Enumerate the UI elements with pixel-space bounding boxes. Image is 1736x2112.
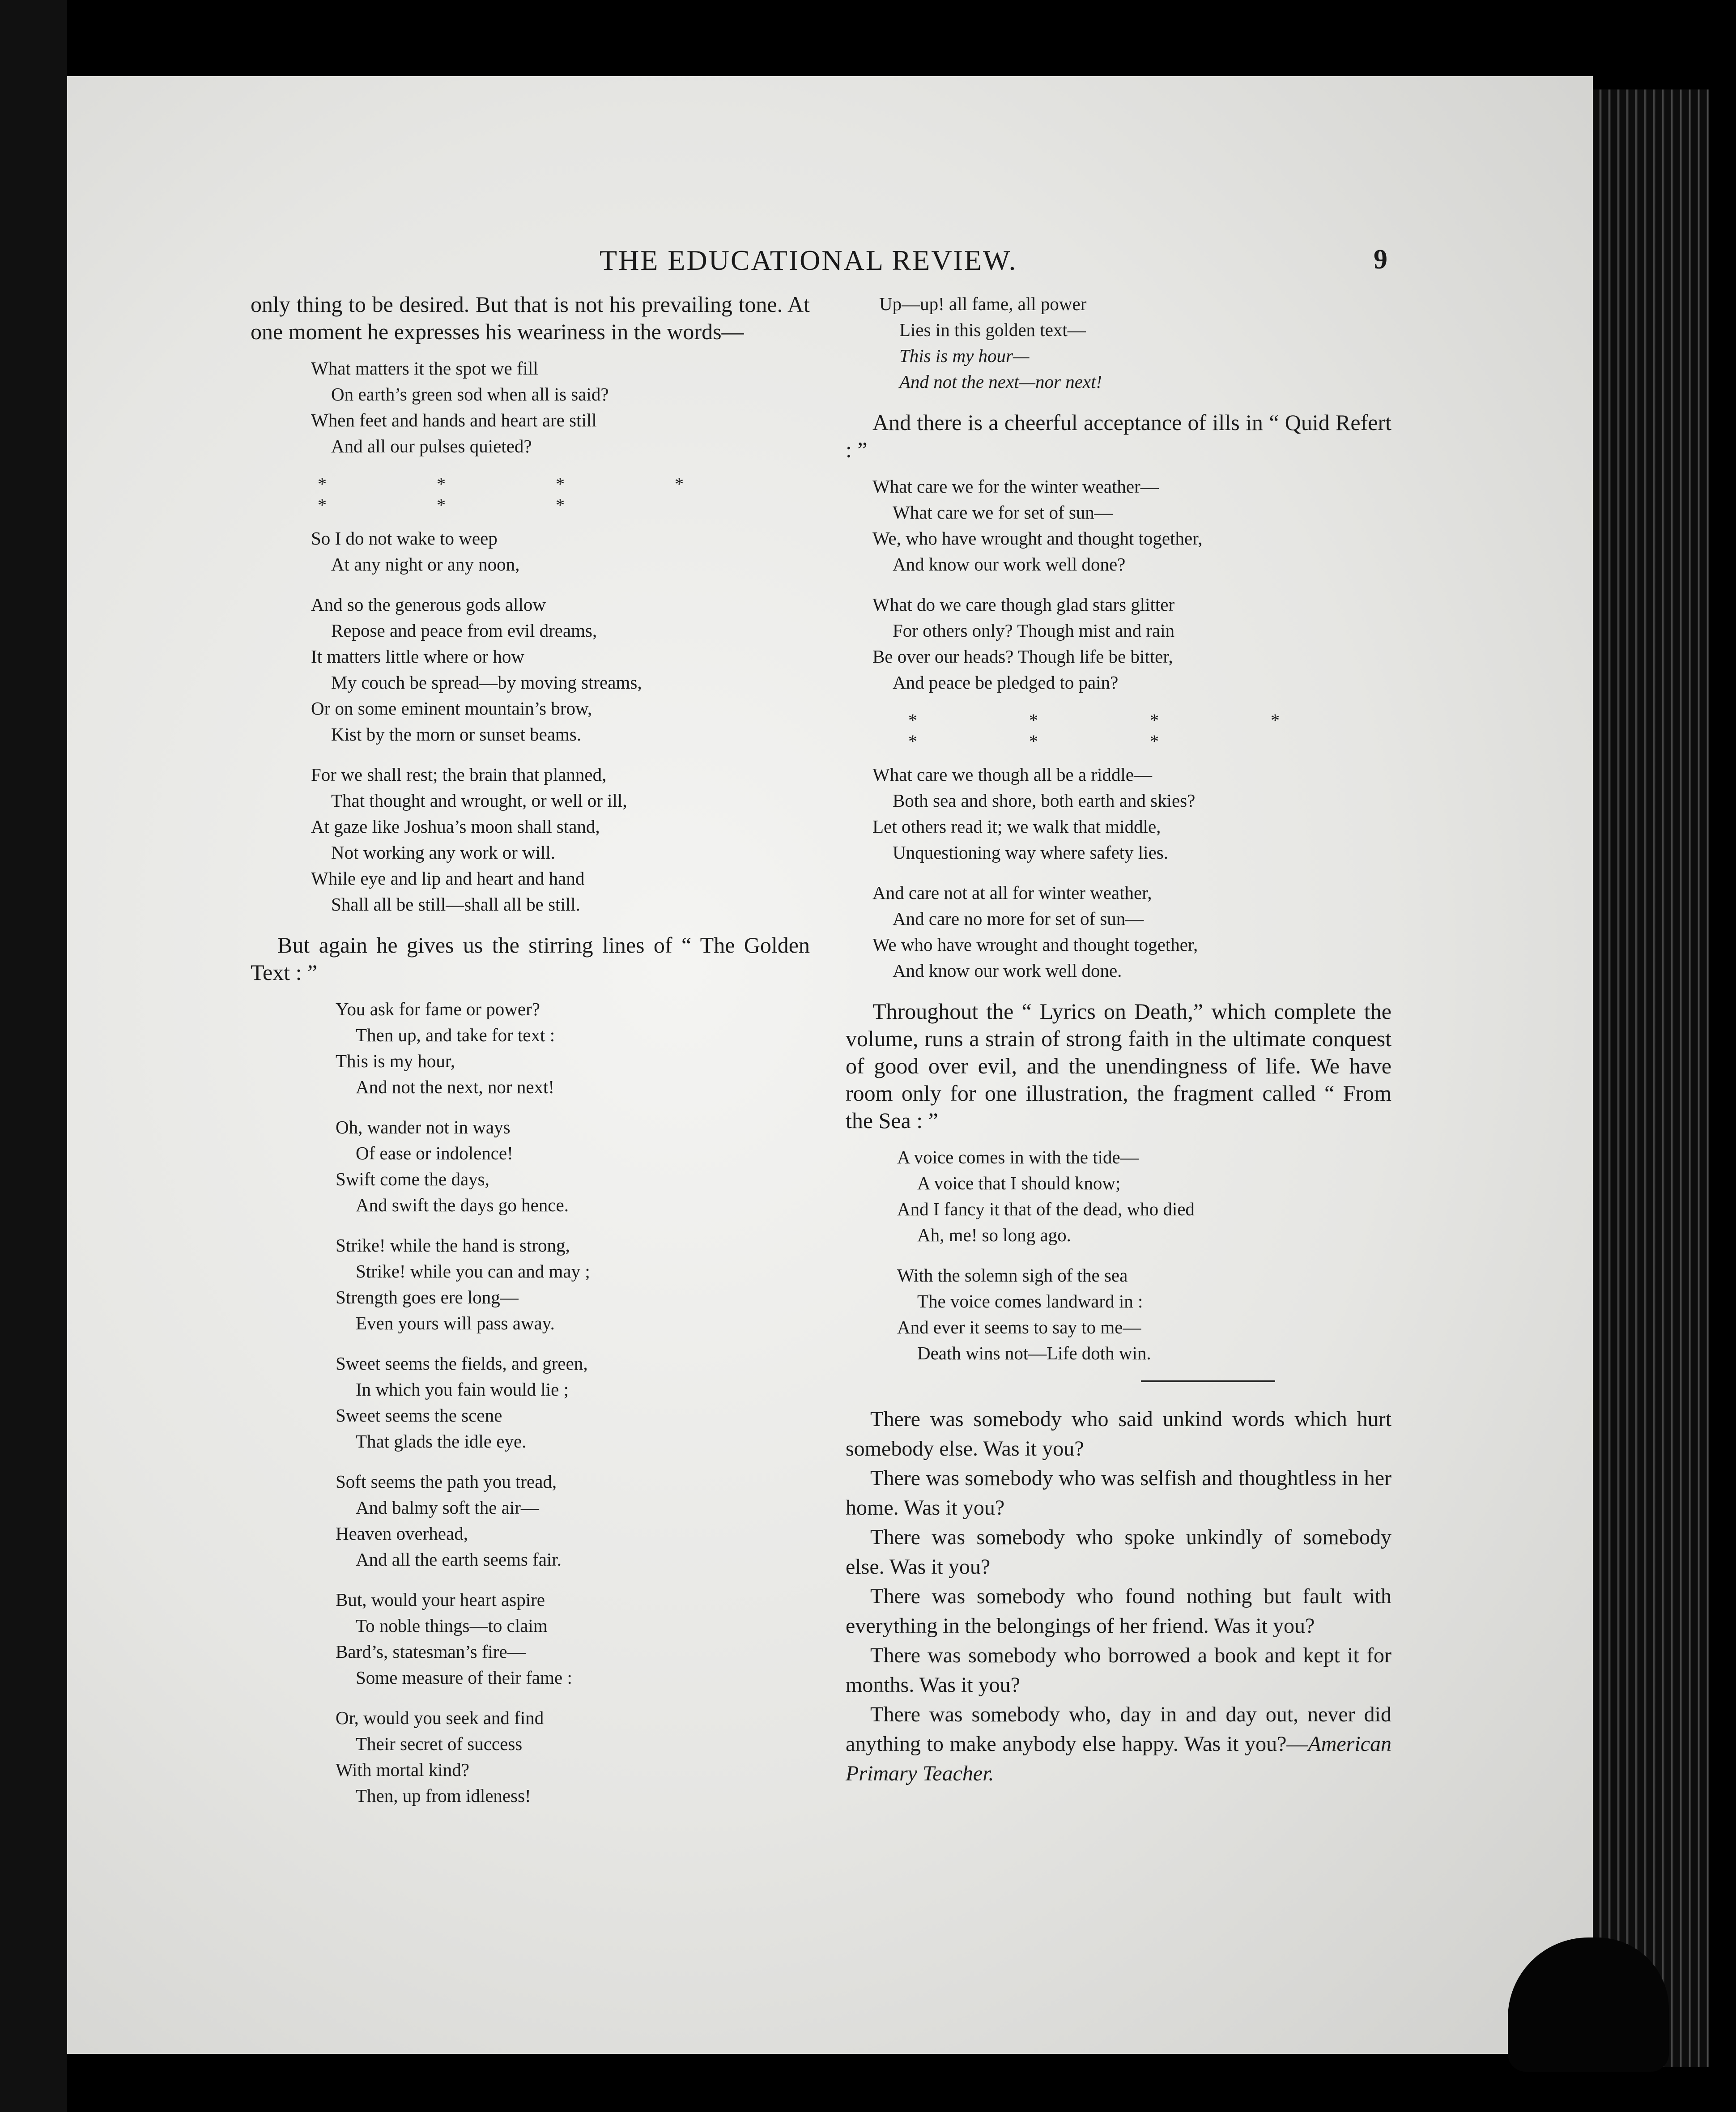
poem-line: The voice comes landward in : [917,1291,1143,1311]
poem-line: What care we for set of sun— [893,502,1113,523]
poem-stanza [846,592,1391,695]
poem-line: Death wins not—Life doth win. [917,1343,1151,1363]
poem-line: Up—up! all fame, all power [879,294,1087,314]
poem-line: Or, would you seek and find [336,1707,544,1728]
poem-line: It matters little where or how [311,646,525,667]
poem-line: To noble things—to claim [356,1615,548,1636]
poem-line: Swift come the days, [336,1169,489,1189]
page-edges [1593,89,1709,2067]
poem-line: Then up, and take for text : [356,1025,555,1045]
poem-line: On earth’s green sod when all is said? [331,384,609,405]
golden-text-intro: But again he gives us the stirring lines of “ The Golden Text : ” [251,933,810,985]
poem-line: We who have wrought and thought together, [872,934,1198,955]
somebody-paragraph: There was somebody who was selfish and thoughtless in her home. Was it you? [846,1466,1391,1520]
poem-line: Repose and peace from evil dreams, [331,620,597,641]
poem-line: Both sea and shore, both earth and skies? [893,790,1196,811]
poem-line: What care we for the winter weather— [872,476,1159,497]
poem-line: We, who have wrought and thought together, [872,528,1203,549]
poem-stanza [251,525,810,577]
poem-stanza [251,762,810,917]
poem-line: And know our work well done? [893,554,1126,575]
poem-line: Not working any work or will. [331,842,556,863]
section-divider [1141,1380,1275,1382]
poem-line: With the solemn sigh of the sea [897,1265,1128,1286]
poem-stanza [846,762,1391,865]
poem-line: And all our pulses quieted? [331,436,532,456]
poem-line: Sweet seems the fields, and green, [336,1353,588,1374]
somebody-section [846,1405,1391,1788]
poem-line: And care no more for set of sun— [893,908,1144,929]
poem-stanza [846,291,1391,395]
poem-line: Unquestioning way where safety lies. [893,842,1168,863]
poem-line: And peace be pledged to pain? [893,672,1119,693]
poem-line: And ever it seems to say to me— [897,1317,1141,1337]
poem-stanza [251,1587,810,1690]
poem-line: When feet and hands and heart are still [311,410,597,430]
poem-line: Lies in this golden text— [899,319,1086,340]
poem-line: While eye and lip and heart and hand [311,868,585,889]
poem-line: And not the next, nor next! [356,1077,555,1097]
running-header: THE EDUCATIONAL REVIEW. [600,244,1017,276]
poem-stanza [251,996,810,1100]
somebody-paragraph: There was somebody who said unkind words which hurt somebody else. Was it you? [846,1407,1391,1461]
poem-line: Soft seems the path you tread, [336,1471,557,1492]
somebody-paragraph: There was somebody who spoke unkindly of somebody else. Was it you? [846,1525,1391,1579]
somebody-paragraph: There was somebody who, day in and day out, never did anything to make anybody else happy. Was it you?—American Primary Teacher. [846,1703,1391,1785]
poem-line: This is my hour, [336,1051,455,1071]
poem-line: Strike! while the hand is strong, [336,1235,570,1256]
golden-text-poem [251,996,810,1809]
poem-stanza [846,1144,1391,1248]
poem-line: Heaven overhead, [336,1523,468,1544]
poem-line: Shall all be still—shall all be still. [331,894,580,915]
somebody-paragraph: There was somebody who found nothing but fault with everything in the belongings of her friend. Was it you? [846,1584,1391,1638]
poem-line: Sweet seems the scene [336,1405,502,1426]
poem-line: For we shall rest; the brain that planned, [311,764,607,785]
poem-line: In which you fain would lie ; [356,1379,569,1400]
lyrics-on-death-intro: Throughout the “ Lyrics on Death,” which complete the volume, runs a strain of strong faith in the ultimate conquest of good over evil, and the unendingness of life. We have room only for one illustration, the fragment called “ From the Sea : ” [846,999,1391,1133]
poem-line: Then, up from idleness! [356,1785,531,1806]
poem-line: Ah, me! so long ago. [917,1225,1071,1245]
poem-line: Strike! while you can and may ; [356,1261,590,1282]
poem-line: And care not at all for winter weather, [872,882,1152,903]
poem-stanza [846,473,1391,577]
poem-stanza [251,592,810,747]
poem-line: Let others read it; we walk that middle, [872,816,1161,837]
poem-line: Be over our heads? Though life be bitter, [872,646,1173,667]
poem-line: At any night or any noon, [331,554,520,575]
poem-line: My couch be spread—by moving streams, [331,672,642,693]
ellipsis-stars: * * * * * * * [318,474,736,515]
poem-line: With mortal kind? [336,1759,469,1780]
poem-line: What care we though all be a riddle— [872,764,1152,785]
poem-line: Or on some eminent mountain’s brow, [311,698,592,719]
poem-stanza [251,1350,810,1454]
poem-stanza [251,355,810,459]
poem-line: Oh, wander not in ways [336,1117,511,1137]
poem-stanza [251,1114,810,1218]
poem-line: And not the next—nor next! [899,371,1102,392]
poem-line: What matters it the spot we fill [311,358,538,379]
poem-line: Kist by the morn or sunset beams. [331,724,582,745]
poem-line: Some measure of their fame : [356,1667,572,1688]
intro-paragraph: only thing to be desired. But that is not his prevailing tone. At one moment he expresses his weariness in the words— [251,292,810,344]
poem-line: That glads the idle eye. [356,1431,527,1452]
poem-stanza [251,1232,810,1336]
poem-line: At gaze like Joshua’s moon shall stand, [311,816,600,837]
poem-line: So I do not wake to weep [311,528,498,549]
book-gutter-shadow [0,0,67,2112]
poem-line: Of ease or indolence! [356,1143,513,1163]
poem-line: And so the generous gods allow [311,594,546,615]
poem-stanza [251,1705,810,1809]
poem-stanza [846,880,1391,984]
poem-line: You ask for fame or power? [336,999,540,1019]
poem-line: Their secret of success [356,1733,523,1754]
poem-line: But, would your heart aspire [336,1589,545,1610]
poem-line: And know our work well done. [893,960,1122,981]
poem-line: And all the earth seems fair. [356,1549,562,1570]
poem-line: What do we care though glad stars glitter [872,594,1175,615]
poem-line: And I fancy it that of the dead, who died [897,1199,1195,1219]
poem-line: Bard’s, statesman’s fire— [336,1641,526,1662]
poem-line: That thought and wrought, or well or ill, [331,790,627,811]
poem-line: Even yours will pass away. [356,1313,555,1333]
poem-line: Strength goes ere long— [336,1287,519,1307]
poem-stanza [251,1469,810,1572]
quid-refert-intro: And there is a cheerful acceptance of ills in “ Quid Refert : ” [846,410,1391,462]
poem-line: A voice that I should know; [917,1173,1121,1193]
right-column [846,291,1391,1788]
poem-line: And balmy soft the air— [356,1497,539,1518]
poem-line: For others only? Though mist and rain [893,620,1175,641]
page-number: 9 [1374,244,1387,275]
poem-line: And swift the days go hence. [356,1195,569,1215]
left-column [251,291,810,1823]
source-attribution: American Primary Teacher. [846,1732,1391,1785]
ellipsis-stars: * * * * * * * [908,710,1333,751]
poem-line: A voice comes in with the tide— [897,1147,1139,1167]
somebody-paragraph: There was somebody who borrowed a book and kept it for months. Was it you? [846,1644,1391,1697]
poem-stanza [846,1262,1391,1366]
poem-line: This is my hour— [899,345,1030,366]
